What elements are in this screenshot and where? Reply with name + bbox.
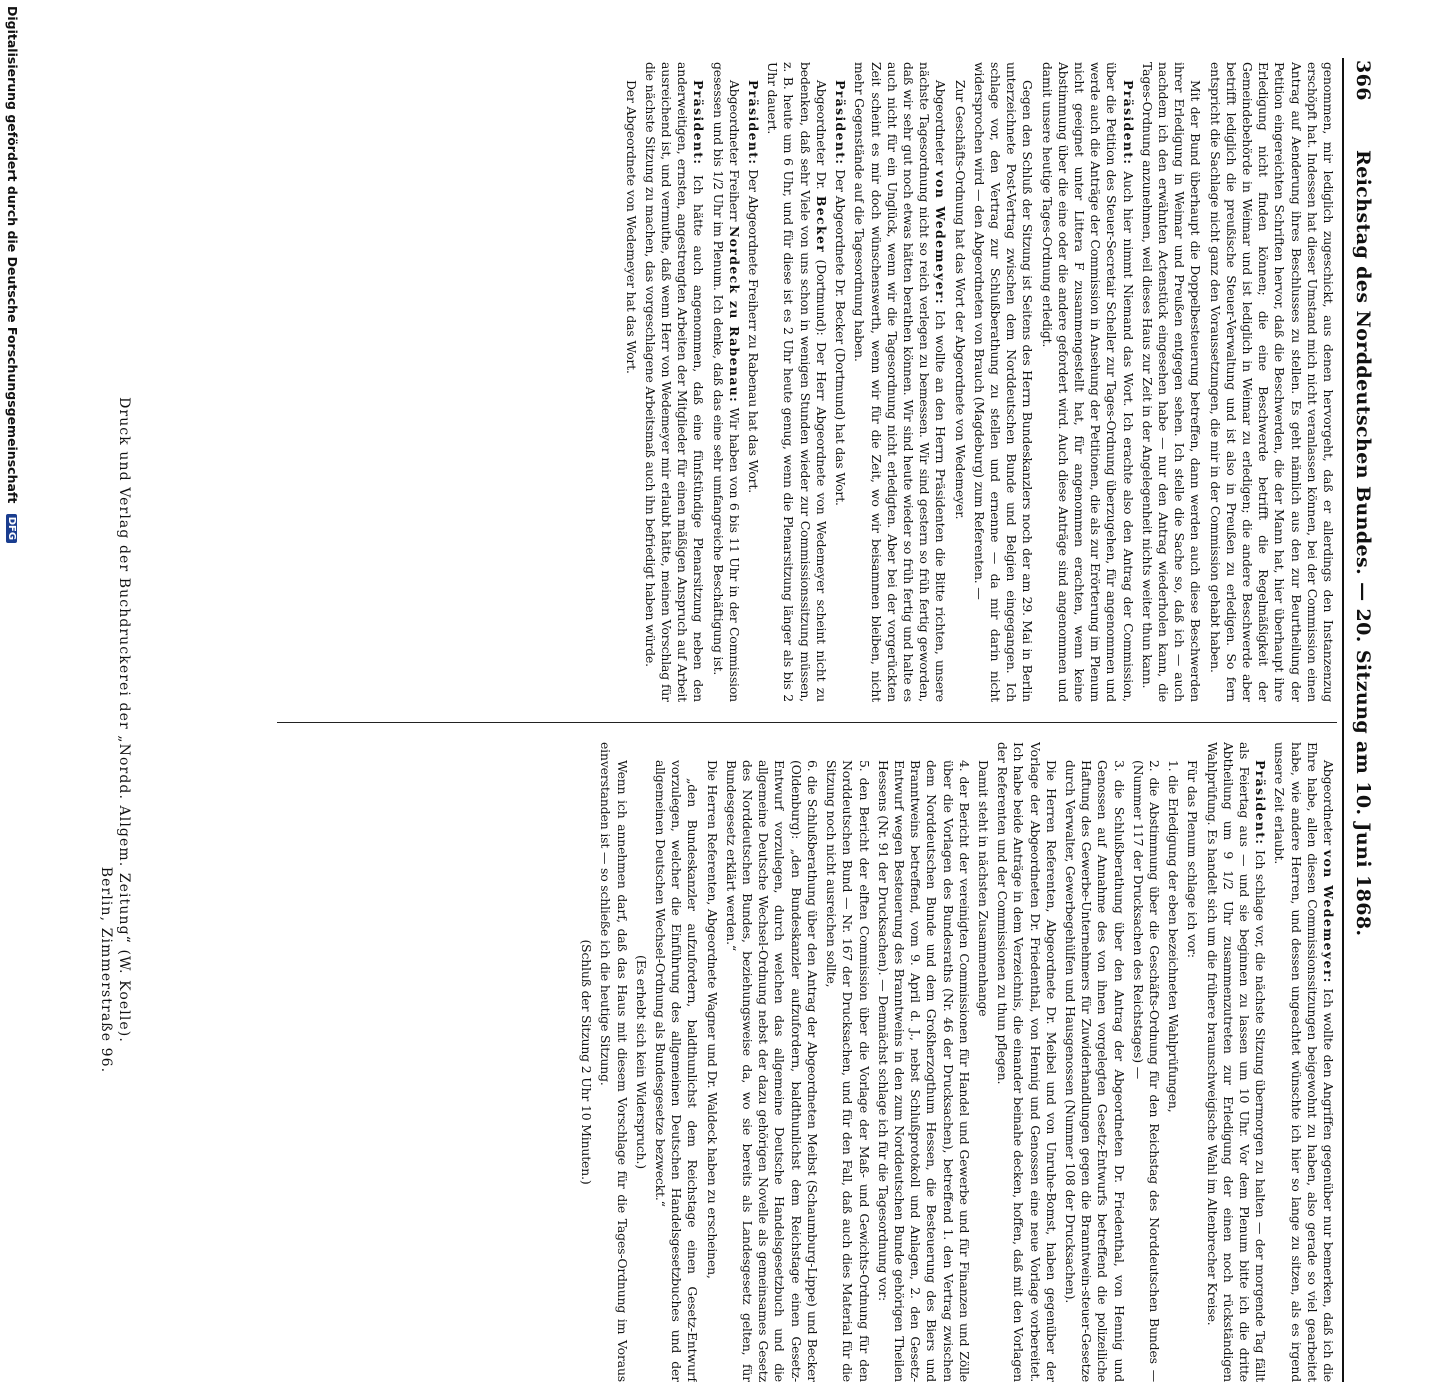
speaker-name: Präsident: <box>1120 80 1136 166</box>
speaker-name: Präsident: <box>746 80 762 166</box>
speaker-name: von Wedemeyer: <box>1321 849 1336 984</box>
digitization-credit <box>2 2 20 1002</box>
paragraph <box>851 62 948 702</box>
speech-text: Der Abgeordnete Dr. Becker (Dortmund) hat das Wort. <box>833 169 849 506</box>
dfg-logo-icon: DFG <box>6 514 17 543</box>
paragraph <box>745 62 761 702</box>
list-item: 5. den Bericht der elften Commission über die Vorlage der Maß- und Gewichts-Ordnung für den Norddeutschen Bund — Nr. 167 der Drucksachen, und für den Fall, daß auch dies Material für die Sitzung noch nicht ausreichen sollte, <box>824 760 872 1382</box>
paragraph: Mit der Bund überhaupt die Doppelbesteuerung betreffen, dann werden auch diese Beschwerden ihrer Erledigung in Weimar und Preußen entgegen sehen. Ich stelle die Sache so, daß ich — auch nachdem ich den erwähnten Actenstück eingesehen habe — nur den Antrag wiederholen kann, die Tages-Ordnung anzunehmen, weil dieses Haus zur Zeit in der Angelegenheit nichts weiter thun kann. <box>1139 62 1204 702</box>
speaker-prefix: Abgeordneter <box>1321 760 1336 846</box>
speech-text: Der Abgeordnete Freiherr zu Rabenau hat das Wort. <box>746 169 762 494</box>
paragraph: genommen, mir lediglich zugeschickt, aus denen hervorgeht, daß er allerdings den Instanzenzug erschöpft hat. Indessen hat dieser Umstand mich nicht veranlassen können, bei der Commission einen Antrag auf Aenderung ihres Beschlusses zu stellen. Es geht nämlich aus den zur Beurtheilung der Petition eingereichten Schriften hervor, daß die Beschwerden, die der Mann hat, hier überhaupt ihre Erledigung nicht finden können; die eine Beschwerde betrifft die Regelmäßigkeit der Gemeindebehörde in Weimar und ist lediglich in Weimar zu erledigen; die andere Beschwerde aber betrifft lediglich die preußische Steuer-Verwaltung und ist also in Preußen zu erledigen. So fern entspricht die Sachlage nicht ganz den Voraussetzungen, die mir in der Commission gehabt haben. <box>1207 62 1336 702</box>
list-item: 6. die Schlußberathung über den Antrag der Abgeordneten Meibst (Schaumburg-Lippe) und Becker (Oldenburg): „den Bundeskanzler aufzufordern, baldthunlichst dem Reichstage einen Gesetz-Entwurf vorzulegen, durch welchen das allgemeine Deutsche Handelsgesetzbuch und die allgemeine Deutsche Wechsel-Ordnung nebst der dazu gehörigen Novelle als gemeinsames Gesetz des Norddeutschen Bundes, beziehungsweise da, wo sie bereits als Landesgesetz gelten, für Bundesgesetz erklärt werden.“ <box>723 760 820 1382</box>
parenthetical-note: (Es erhebt sich kein Widerspruch.) <box>633 955 649 1169</box>
speech-text: Ich wollte den Angriffen gegenüber nur bemerken, daß ich die Ehre habe, allen diesen Commissionssitzungen beigewohnt zu haben, also gerade so viel gearbeitet habe, wie andere Herren, und dessen ungeachtet wünschte ich hier so lange zu sitzen, als es irgend unsere Zeit erlaubt. <box>1272 742 1336 1382</box>
agenda-list <box>1062 742 1181 1382</box>
imprint-address: Berlin, Zimmerstraße 96. <box>98 866 114 1074</box>
speaker-prefix: Abgeordneter <box>933 80 949 166</box>
paragraph <box>1271 742 1336 1382</box>
speech-text: (Dortmund): Der Herr Abgeordnete von Wedemeyer scheint nicht zu bedenken, daß sehr Viele von uns schon in wenigen Stunden wieder zur Commissionssitzung müssen, z. B. heute um 6 Uhr, und für diese ist es 2 Uhr heute genug, wenn die Plenarsitzung länger als bis 2 Uhr dauert. <box>765 62 829 702</box>
speech-text: Auch hier nimmt Niemand das Wort. Ich erachte also den Antrag der Commission, über die Petition des Steuer-Secretair Scheller zur Tages-Ordnung überzugehen, für angenommen und werde auch die Anträge der Commission in Ansehung der Petitionen, die als zur Erörterung im Plenum nicht geeignet unter Littera F zusammengestellt hat, für angenommen erachten, wenn keine Abstimmung über die eine oder die andere gefordert wird. Auch diese Anträge sind angenommen und damit unsere heutige Tages-Ordnung erledigt. <box>1039 62 1136 702</box>
speaker-name: Präsident: <box>691 80 707 166</box>
speaker-name: Becker <box>813 195 829 254</box>
paragraph: Zur Geschäfts-Ordnung hat das Wort der Abgeordnete von Wedemeyer. <box>952 80 968 520</box>
speaker-prefix: Abgeordneter Dr. <box>813 80 829 190</box>
paragraph <box>832 62 848 702</box>
running-title: Reichstag des Norddeutschen Bundes. — 20. Sitzung am 10. Juni 1868. <box>1352 150 1374 937</box>
page-number: 366 <box>1352 60 1374 101</box>
agenda-list <box>723 742 972 1382</box>
paragraph: Wenn ich annehmen darf, daß das Haus mit diesem Vorschlage für die Tages-Ordnung im Voraus einverstanden ist — so schließe ich die heutige Sitzung. <box>598 742 630 1382</box>
speaker-name: Präsident: <box>833 80 849 166</box>
right-column <box>146 742 1336 1382</box>
speaker-name: von Wedemeyer: <box>933 170 949 305</box>
paragraph <box>1203 742 1268 1382</box>
list-item: 2. die Abstimmung über die Geschäfts-Ordnung für den Reichstag des Norddeutschen Bundes — (Nummer 117 der Drucksachen des Reichstages) — <box>1130 760 1162 1382</box>
list-item: 4. der Bericht der vereinigten Commissionen für Handel und Gewerbe und für Finanzen und Zölle über die Vorlagen des Bundesraths (Nr. 46 der Drucksachen), betreffend 1. den Vertrag zwischen dem Norddeutschen Bunde und dem Großherzogthum Hessen, die Besteuerung des Biers und Branntweins betreffend, vom 9. April d. J., nebst Schlußprotokoll und Anlagen, 2. den Gesetz-Entwurf wegen Besteuerung des Branntweins in den zum Norddeutschen Bunde gehörigen Theilen Hessens (Nr. 91 der Drucksachen). — Demnächst schlage ich für die Tagesordnung vor: <box>875 760 972 1382</box>
speech-text: Ich schlage vor, die nächste Sitzung übermorgen zu halten — der morgende Tag fällt als Feiertag aus — und sie beginnen zu lassen um 10 Uhr. Vor dem Plenum bitte ich die dritte Abtheilung um 9 1/2 Uhr zusammenzutreten zur Erledigung der einen noch rückständigen Wahlprüfung. Es handelt sich um die frühere braunschweigische Wahl im Altenbrecher Kreise. <box>1204 742 1269 1382</box>
paragraph: Damit steht in nächsten Zusammenhange <box>975 760 991 1017</box>
paragraph: „den Bundeskanzler aufzufordern, baldthunlichst dem Reichstage einen Gesetz-Entwurf vorzulegen, welcher die Einführung des allgemeinen Deutschen Handelsgesetzbuches und der allgemeinen Deutschen Wechsel-Ordnung als Bundesgesetze bezweckt.“ <box>653 760 701 1382</box>
closing-note: (Schluß der Sitzung 2 Uhr 10 Minuten.) <box>579 939 595 1185</box>
paragraph <box>642 62 707 702</box>
paragraph <box>709 62 741 702</box>
speech-text: Ich hätte auch angenommen, daß eine fünfstündige Plenarsitzung neben den anderweitigen, ernsten, angestrengten Arbeiten der Mitglieder für einen mäßigen Anspruch auf Arbeit ausreichend ist, und vermuthe, daß wenn Herr von Wedemeyer mir erlaubt hätte, meinen Vorschlag für die nächste Sitzung zu machen, das vorgeschlagene Arbeitsmaß auch ihn befriedigt haben würde. <box>642 62 707 702</box>
page-header <box>1348 60 1374 1380</box>
speaker-name: Nordeck zu Rabenau: <box>726 225 742 404</box>
paragraph: Die Herren Referenten, Abgeordnete Wagner und Dr. Waldeck haben zu erscheinen, <box>704 760 720 1279</box>
speaker-prefix: Abgeordneter Freiherr <box>726 80 742 222</box>
list-item: 1. die Erledigung der eben bezeichneten Wahlprüfungen, <box>1166 760 1182 1113</box>
paragraph <box>764 62 829 702</box>
header-rule <box>1342 58 1344 1382</box>
paragraph <box>1038 62 1135 702</box>
column-divider <box>277 722 1337 723</box>
left-column <box>146 62 1336 702</box>
speaker-name: Präsident: <box>1253 760 1269 846</box>
paragraph: Der Abgeordnete von Wedemeyer hat das Wort. <box>623 80 639 374</box>
imprint-line: Druck und Verlag der Buchdruckerei der „Nordd. Allgem. Zeitung“ (W. Koelle). <box>116 397 132 1043</box>
paragraph: Die Herren Referenten, Abgeordnete Dr. Meibel und von Unruhe-Bomst, haben gegenüber der Vorlage der Abgeordneten Dr. Friedenthal, von Hennig und Genossen eine neue Vorlage vorbereitet. Ich habe beide Anträge in dem Verzeichnis, die einander beinahe decken, hoffen, daß mit den Vorlagen der Referenten und der Commissionen zu thun pflegen. <box>995 742 1059 1382</box>
credit-text: Digitalisierung gefördert durch die Deutsche Forschungsgemeinschaft <box>5 6 20 504</box>
speech-text: Ich wollte an den Herrn Präsidenten die Bitte richten, unsere nächste Tagesordnung nicht so reich verlegen zu bemessen. Wir sind gestern so früh fertig geworden, daß wir sehr gut noch etwas hätten berathen können. Wir sind heute wieder so früh fertig und halte es auch nicht für ein Unglück, wenn wir die Tagesordnung nicht erledigten. Aber bei der vorgerückten Zeit scheint es mir doch wünschenswerth, wenn wir für die Zeit, wo wir beisammen bleiben, nicht mehr Gegenstände auf die Tagesordnung haben. <box>852 62 949 702</box>
speech-text: Wir haben von 6 bis 11 Uhr in der Commission gesessen und bis 1/2 Uhr im Plenum. Ich denke, daß das eine sehr umfangreiche Beschäftigung ist. <box>710 62 742 702</box>
paragraph: Für das Plenum schlage ich vor: <box>1185 760 1201 958</box>
paragraph: Gegen den Schluß der Sitzung ist Seitens des Herrn Bundeskanzlers noch der am 29. Mai in Berlin unterzeichnete Post-Vertrag zwischen dem Norddeutschen Bunde und Belgien eingegangen. Ich schlage vor, den Vertrag zur Schlußberathung zu stellen und ernenne — da mir darin nicht widersprochen wird — den Abgeordneten von Brauch (Magdeburg) zum Referenten. — <box>971 62 1036 702</box>
list-item: 3. die Schlußberathung über den Antrag der Abgeordneten Dr. Friedenthal, von Hennig und Genossen auf Annahme des von ihnen vorgelegten Gesetz-Entwurfs betreffend die polizeiliche Haftung des Gewerbe-Unternehmers für Zuwiderhandlungen gegen die Branntwein-steuer-Gesetze durch Verwalter, Gewerbegehülfen und Hausgenossen (Nummer 108 der Drucksachen). <box>1062 760 1127 1382</box>
printer-imprint <box>98 60 132 1380</box>
